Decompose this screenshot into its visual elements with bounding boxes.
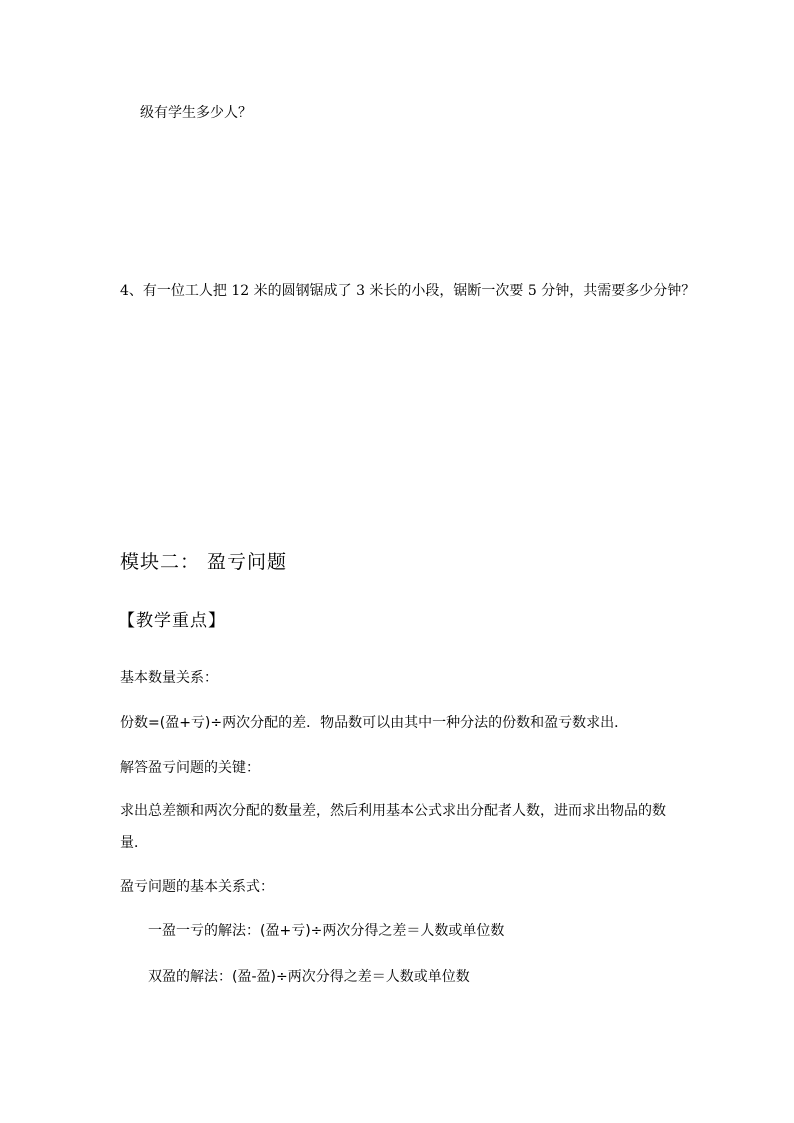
shares-formula: 份数=(盈+亏)÷两次分配的差．物品数可以由其中一种分法的份数和盈亏数求出．: [120, 715, 629, 731]
key-label: 解答盈亏问题的关键：: [120, 760, 260, 776]
basic-relation-label: 基本数量关系：: [120, 670, 218, 686]
module-title: 模块二： 盈亏问题: [120, 551, 288, 573]
teaching-focus-heading: 【教学重点】: [118, 611, 226, 631]
key-text-line-1: 求出总差额和两次分配的数量差，然后利用基本公式求出分配者人数，进而求出物品的数: [120, 803, 666, 819]
relation-formulas-label: 盈亏问题的基本关系式：: [120, 879, 274, 895]
problem-3-continuation: 级有学生多少人？: [140, 105, 252, 121]
problem-4: 4、有一位工人把 12 米的圆钢锯成了 3 米长的小段，锯断一次要 5 分钟，共需要多少分钟？: [120, 283, 696, 299]
key-text-line-2: 量．: [120, 835, 148, 851]
formula-double-surplus: 双盈的解法：(盈-盈)÷两次分得之差＝人数或单位数: [148, 969, 470, 985]
formula-one-surplus-one-deficit: 一盈一亏的解法：(盈+亏)÷两次分得之差＝人数或单位数: [148, 923, 505, 939]
